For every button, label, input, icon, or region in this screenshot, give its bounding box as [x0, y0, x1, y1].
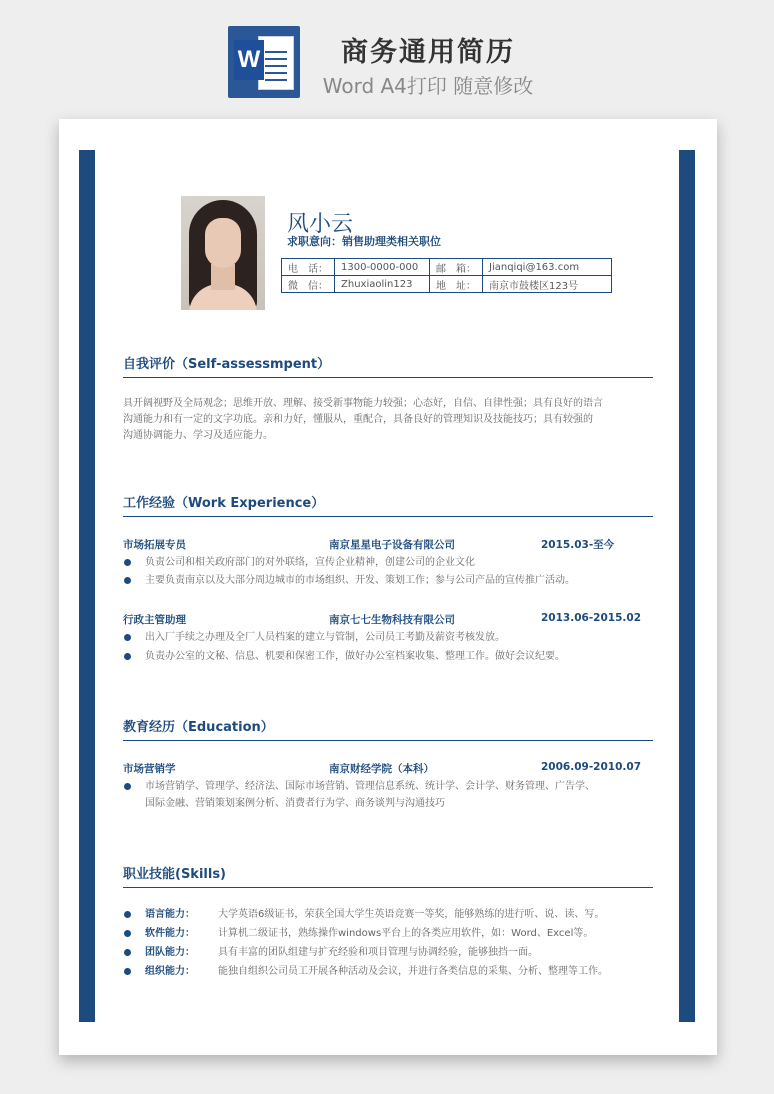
- section-divider: [123, 377, 653, 378]
- list-item: 负责办公室的文秘、信息、机要和保密工作，做好办公室档案收集、整理工作。做好会议纪要。: [123, 648, 655, 665]
- education-school: 南京财经学院（本科）: [329, 763, 434, 775]
- email-value: Jianqiqi@163.com: [483, 259, 612, 276]
- job-objective: 求职意向：销售助理类相关职位: [287, 235, 441, 248]
- wechat-label: 微 信：: [282, 276, 335, 293]
- self-assessment-title: 自我评价（Self-assessmpent）: [123, 357, 331, 372]
- skill-text: 能独自组织公司员工开展各种活动及会议，并进行各类信息的采集、分析、整理等工作。: [218, 966, 608, 977]
- address-label: 地 址：: [430, 276, 483, 293]
- skill-text: 计算机二级证书，熟练操作windows平台上的各类应用软件，如：Word、Excel等。: [218, 928, 594, 939]
- section-divider: [123, 887, 653, 888]
- list-item: 市场营销学、管理学、经济法、国际市场营销、管理信息系统、统计学、会计学、财务管理、广告学、 国际金融、营销策划案例分析、消费者行为学、商务谈判与沟通技巧: [123, 778, 655, 812]
- job-company: 南京七七生物科技有限公司: [329, 614, 455, 626]
- self-assessment-line: 具开阔视野及全局观念；思维开放、理解、接受新事物能力较强；心态好，自信、自律性强；具有良好的语言: [123, 398, 603, 409]
- job-date: 2013.06-2015.02: [541, 612, 642, 624]
- bullet-icon: [124, 577, 131, 584]
- skills-title: 职业技能(Skills): [123, 867, 226, 882]
- job-company: 南京星星电子设备有限公司: [329, 539, 455, 551]
- skill-label: 组织能力：: [145, 966, 195, 977]
- education-date: 2006.09-2010.07: [541, 761, 642, 773]
- bullet-icon: [124, 783, 131, 790]
- skill-label: 语言能力：: [145, 909, 195, 920]
- profile-photo: [181, 196, 265, 310]
- wechat-value: Zhuxiaolin123: [335, 276, 430, 293]
- skill-item: [123, 925, 655, 942]
- phone-label: 电 话：: [282, 259, 335, 276]
- section-divider: [123, 516, 653, 517]
- skill-item: [123, 963, 655, 980]
- work-experience-title: 工作经验（Work Experience）: [123, 496, 325, 511]
- job-position: 市场拓展专员: [123, 539, 186, 551]
- email-label: 邮 箱：: [430, 259, 483, 276]
- skill-item: [123, 944, 655, 961]
- contact-table: [281, 258, 612, 293]
- bullet-icon: [124, 949, 131, 956]
- job-date: 2015.03-至今: [541, 539, 615, 551]
- list-item: 出入厂手续之办理及全厂人员档案的建立与管制，公司员工考勤及薪资考核发放。: [123, 629, 655, 646]
- list-item: 主要负责南京以及大部分周边城市的市场组织、开发、策划工作；参与公司产品的宣传推广活动。: [123, 572, 655, 589]
- word-letter: W: [234, 40, 264, 80]
- resume-page: [59, 119, 717, 1055]
- education-title: 教育经历（Education）: [123, 720, 274, 735]
- page-subtitle: Word A4打印 随意修改: [322, 74, 534, 98]
- skill-label: 团队能力：: [145, 947, 195, 958]
- bullet-icon: [124, 968, 131, 975]
- bullet-icon: [124, 653, 131, 660]
- page-header: [0, 0, 774, 110]
- left-accent-bar: [79, 150, 95, 1022]
- bullet-icon: [124, 634, 131, 641]
- skill-text: 具有丰富的团队组建与扩充经验和项目管理与协调经验，能够独挡一面。: [218, 947, 538, 958]
- address-value: 南京市鼓楼区123号: [483, 276, 612, 293]
- bullet-icon: [124, 559, 131, 566]
- education-major: 市场营销学: [123, 763, 176, 775]
- phone-value: 1300-0000-000: [335, 259, 430, 276]
- word-document-icon: [228, 26, 300, 98]
- bullet-icon: [124, 911, 131, 918]
- skill-item: [123, 906, 655, 923]
- page-title: 商务通用简历: [341, 37, 515, 68]
- candidate-name: 风小云: [287, 212, 354, 237]
- bullet-icon: [124, 930, 131, 937]
- right-accent-bar: [679, 150, 695, 1022]
- section-divider: [123, 740, 653, 741]
- skill-label: 软件能力：: [145, 928, 195, 939]
- self-assessment-line: 沟通协调能力、学习及适应能力。: [123, 430, 273, 441]
- self-assessment-text: [123, 396, 655, 444]
- job-position: 行政主管助理: [123, 614, 186, 626]
- skill-text: 大学英语6级证书，荣获全国大学生英语竞赛一等奖，能够熟练的进行听、说、读、写。: [218, 909, 605, 920]
- list-item: 负责公司和相关政府部门的对外联络，宣传企业精神，创建公司的企业文化: [123, 554, 655, 571]
- self-assessment-line: 沟通能力和有一定的文字功底。亲和力好，懂服从，重配合，具备良好的管理知识及技能技巧；具有较强的: [123, 414, 593, 425]
